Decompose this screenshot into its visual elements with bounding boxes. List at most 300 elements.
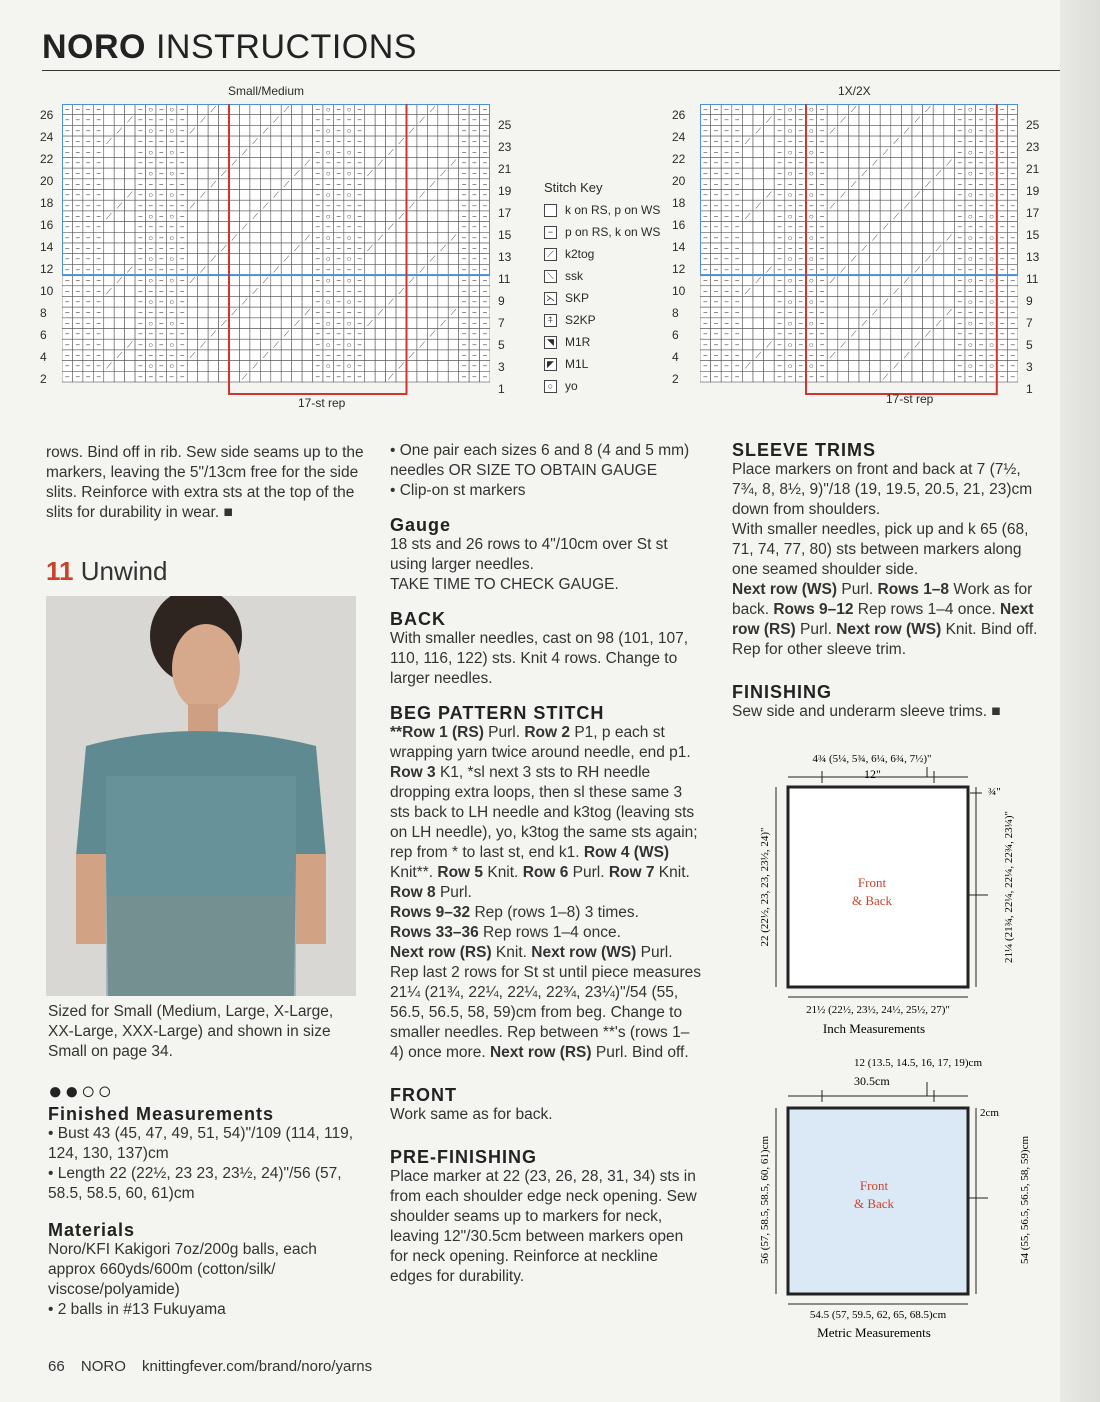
chart-cell bbox=[375, 168, 385, 179]
chart-stitch-symbol: ○ bbox=[967, 126, 973, 136]
rows-9-32: Rows 9–32 Rep (rows 1–8) 3 times. bbox=[390, 904, 639, 921]
chart-cell bbox=[260, 168, 270, 179]
chart-stitch-symbol: ○ bbox=[346, 340, 352, 350]
stitch-key-item bbox=[544, 287, 684, 309]
chart-stitch-symbol: ⟋ bbox=[398, 361, 405, 371]
chart-stitch-symbol: − bbox=[999, 233, 1005, 243]
chart-stitch-symbol: ⟋ bbox=[893, 137, 899, 147]
chart-stitch-symbol: − bbox=[357, 340, 362, 350]
chart-cell bbox=[933, 371, 944, 382]
chart-cell bbox=[912, 125, 923, 136]
chart-stitch-symbol: ⟋ bbox=[106, 286, 112, 296]
chart-stitch-symbol: − bbox=[336, 137, 341, 147]
chart-cell bbox=[386, 307, 396, 318]
metric-center-label-1: Front bbox=[859, 1178, 889, 1193]
small-right-row-5: 5 bbox=[498, 338, 505, 352]
chart-stitch-symbol: ⟋ bbox=[429, 105, 436, 115]
chart-cell bbox=[838, 329, 849, 340]
chart-stitch-symbol: − bbox=[957, 308, 963, 318]
chart-cell bbox=[742, 329, 753, 340]
chart-stitch-symbol: − bbox=[957, 158, 963, 168]
chart-stitch-symbol: ○ bbox=[325, 126, 331, 136]
chart-stitch-symbol: − bbox=[461, 244, 467, 254]
chart-cell bbox=[753, 211, 764, 222]
chart-cell bbox=[104, 264, 114, 275]
chart-cell bbox=[870, 329, 881, 340]
chart-cell bbox=[375, 264, 385, 275]
chart-stitch-symbol: − bbox=[461, 222, 467, 232]
chart-cell bbox=[260, 296, 270, 307]
chart-cell bbox=[281, 147, 291, 158]
chart-cell bbox=[764, 104, 775, 115]
chart-cell bbox=[838, 307, 849, 318]
chart-cell bbox=[229, 361, 239, 372]
chart-cell bbox=[386, 179, 396, 190]
chart-cell bbox=[827, 179, 838, 190]
chart-cell bbox=[933, 222, 944, 233]
chart-cell bbox=[396, 179, 406, 190]
chart-stitch-symbol: − bbox=[75, 350, 80, 360]
chart-stitch-symbol: − bbox=[702, 147, 708, 157]
chart-stitch-symbol: − bbox=[808, 372, 814, 382]
chart-cell bbox=[912, 179, 923, 190]
chart-stitch-symbol: − bbox=[978, 147, 984, 157]
chart-stitch-symbol: − bbox=[1010, 190, 1016, 200]
chart-stitch-symbol: − bbox=[713, 222, 719, 232]
chart-cell bbox=[125, 168, 135, 179]
chart-cell bbox=[260, 243, 270, 254]
chart-cell bbox=[208, 307, 218, 318]
chart-stitch-symbol: − bbox=[179, 361, 185, 371]
chart-stitch-symbol: − bbox=[325, 329, 331, 339]
chart-stitch-symbol: ⟋ bbox=[429, 254, 436, 264]
pattern-title bbox=[46, 556, 364, 586]
chart-stitch-symbol: − bbox=[777, 286, 782, 296]
chart-stitch-symbol: − bbox=[978, 233, 984, 243]
small-right-row-17: 17 bbox=[498, 206, 512, 220]
chart-cell bbox=[104, 350, 114, 361]
chart-stitch-symbol: − bbox=[336, 179, 341, 189]
chart-stitch-symbol: − bbox=[1010, 222, 1016, 232]
metric-right-top-label: 2cm bbox=[980, 1107, 999, 1119]
chart-stitch-symbol: − bbox=[148, 244, 154, 254]
chart-stitch-symbol: − bbox=[148, 222, 154, 232]
chart-stitch-symbol: − bbox=[158, 276, 164, 286]
chart-stitch-symbol: − bbox=[137, 115, 143, 125]
chart-stitch-symbol: − bbox=[787, 265, 793, 275]
chart-cell bbox=[292, 329, 302, 340]
chart-cell bbox=[396, 200, 406, 211]
chart-stitch-symbol: − bbox=[179, 137, 185, 147]
chart-stitch-symbol: − bbox=[957, 350, 963, 360]
chart-stitch-symbol: − bbox=[357, 179, 362, 189]
chart-cell bbox=[870, 318, 881, 329]
stitch-key-title: Stitch Key bbox=[544, 180, 603, 195]
stitch-symbol-icon: ⟍ bbox=[544, 270, 557, 283]
chart-stitch-symbol: − bbox=[158, 126, 164, 136]
chart-stitch-symbol: − bbox=[461, 286, 467, 296]
chart-cell bbox=[271, 275, 281, 286]
chart-cell bbox=[764, 371, 775, 382]
chart-cell bbox=[250, 371, 260, 382]
chart-stitch-symbol: − bbox=[808, 329, 814, 339]
chart-cell bbox=[764, 125, 775, 136]
chart-stitch-symbol: ○ bbox=[967, 276, 973, 286]
chart-cell bbox=[438, 157, 448, 168]
chart-stitch-symbol: − bbox=[357, 233, 362, 243]
chart-stitch-symbol: − bbox=[702, 158, 708, 168]
chart-cell bbox=[198, 371, 208, 382]
chart-cell bbox=[753, 318, 764, 329]
chart-stitch-symbol: − bbox=[989, 308, 994, 318]
chart-cell bbox=[271, 296, 281, 307]
chart-cell bbox=[859, 264, 870, 275]
chart-stitch-symbol: ⟋ bbox=[116, 201, 123, 211]
chart-cell bbox=[198, 211, 208, 222]
chart-stitch-symbol: ○ bbox=[346, 297, 352, 307]
chart-stitch-symbol: − bbox=[967, 350, 973, 360]
chart-stitch-symbol: − bbox=[787, 350, 793, 360]
chart-cell bbox=[125, 329, 135, 340]
chart-cell bbox=[448, 168, 458, 179]
chart-stitch-symbol: − bbox=[724, 137, 729, 147]
chart-stitch-symbol: − bbox=[357, 297, 362, 307]
small-left-row-26: 26 bbox=[40, 108, 54, 122]
chart-stitch-symbol: − bbox=[96, 297, 101, 307]
chart-stitch-symbol: − bbox=[148, 115, 154, 125]
large-right-row-21: 21 bbox=[1026, 162, 1040, 176]
chart-cell bbox=[386, 361, 396, 372]
chart-stitch-symbol: ⟋ bbox=[106, 211, 112, 221]
chart-cell bbox=[302, 371, 312, 382]
chart-stitch-symbol: ⟋ bbox=[231, 233, 238, 243]
chart-stitch-symbol: ○ bbox=[808, 105, 814, 115]
chart-stitch-symbol: − bbox=[75, 308, 80, 318]
chart-stitch-symbol: − bbox=[702, 350, 708, 360]
inch-right-label: 21¼ (21¾, 22¼, 22¼, 22¾, 23¼)" bbox=[1003, 810, 1015, 964]
chart-cell bbox=[375, 222, 385, 233]
chart-stitch-symbol: ⟋ bbox=[946, 308, 952, 318]
chart-stitch-symbol: − bbox=[472, 179, 477, 189]
chart-stitch-symbol: − bbox=[724, 115, 729, 125]
chart-cell bbox=[753, 179, 764, 190]
chart-cell bbox=[901, 168, 912, 179]
chart-stitch-symbol: ⟋ bbox=[861, 169, 868, 179]
chart-stitch-symbol: − bbox=[724, 190, 729, 200]
chart-stitch-symbol: − bbox=[967, 137, 973, 147]
chart-stitch-symbol: ⟋ bbox=[872, 308, 878, 318]
chart-stitch-symbol: − bbox=[999, 372, 1005, 382]
chart-stitch-symbol: − bbox=[148, 265, 154, 275]
chart-stitch-symbol: − bbox=[85, 105, 91, 115]
chart-stitch-symbol: − bbox=[315, 115, 321, 125]
chart-stitch-symbol: − bbox=[482, 340, 488, 350]
chart-cell bbox=[944, 222, 955, 233]
chart-stitch-symbol: − bbox=[989, 265, 994, 275]
chart-cell bbox=[427, 275, 437, 286]
chart-cell bbox=[114, 115, 124, 126]
chart-stitch-symbol: − bbox=[158, 179, 164, 189]
chart-cell bbox=[880, 286, 891, 297]
chart-cell bbox=[219, 275, 229, 286]
chart-stitch-symbol: − bbox=[702, 286, 708, 296]
chart-stitch-symbol: − bbox=[957, 361, 963, 371]
chart-cell bbox=[742, 243, 753, 254]
chart-stitch-symbol: − bbox=[315, 179, 321, 189]
chart-stitch-symbol: − bbox=[819, 318, 825, 328]
chart-cell bbox=[114, 190, 124, 201]
chart-cell bbox=[880, 190, 891, 201]
chart-stitch-symbol: − bbox=[315, 244, 321, 254]
chart-cell bbox=[239, 232, 249, 243]
chart-cell bbox=[901, 243, 912, 254]
chart-cell bbox=[764, 232, 775, 243]
chart-stitch-symbol: − bbox=[798, 179, 804, 189]
chart-stitch-symbol: − bbox=[158, 318, 164, 328]
chart-cell bbox=[114, 254, 124, 265]
chart-cell bbox=[448, 190, 458, 201]
chart-cell bbox=[838, 168, 849, 179]
chart-cell bbox=[292, 125, 302, 136]
chart-cell bbox=[870, 179, 881, 190]
chart-cell bbox=[417, 157, 427, 168]
chart-stitch-symbol: ⟋ bbox=[273, 265, 279, 275]
chart-stitch-symbol: − bbox=[1010, 265, 1016, 275]
chart-cell bbox=[104, 243, 114, 254]
chart-cell bbox=[198, 179, 208, 190]
chart-stitch-symbol: − bbox=[148, 308, 154, 318]
chart-stitch-symbol: − bbox=[724, 169, 729, 179]
chart-stitch-symbol: − bbox=[713, 158, 719, 168]
chart-stitch-symbol: − bbox=[724, 201, 729, 211]
chart-stitch-symbol: − bbox=[461, 340, 467, 350]
chart-cell bbox=[125, 125, 135, 136]
chart-stitch-symbol: − bbox=[713, 190, 719, 200]
chart-cell bbox=[281, 168, 291, 179]
chart-cell bbox=[104, 329, 114, 340]
chart-stitch-symbol: − bbox=[777, 276, 782, 286]
markers: • Clip-on st markers bbox=[390, 482, 526, 499]
chart-stitch-symbol: − bbox=[64, 201, 70, 211]
chart-stitch-symbol: − bbox=[989, 372, 994, 382]
chart-cell bbox=[912, 222, 923, 233]
chart-cell bbox=[742, 350, 753, 361]
page-number: 66 bbox=[48, 1358, 65, 1375]
chart-stitch-symbol: ○ bbox=[346, 254, 352, 264]
chart-cell bbox=[912, 371, 923, 382]
chart-stitch-symbol: − bbox=[978, 350, 984, 360]
stitch-symbol-icon: ◤ bbox=[544, 358, 557, 371]
large-right-row-5: 5 bbox=[1026, 338, 1033, 352]
chart-cell bbox=[250, 254, 260, 265]
chart-stitch-symbol: ⟋ bbox=[116, 350, 123, 360]
chart-cell bbox=[448, 286, 458, 297]
chart-cell bbox=[114, 179, 124, 190]
chart-cell bbox=[104, 190, 114, 201]
chart-stitch-symbol: ⟋ bbox=[283, 179, 290, 189]
chart-stitch-symbol: − bbox=[787, 329, 793, 339]
chart-cell bbox=[365, 339, 375, 350]
chart-cell bbox=[104, 254, 114, 265]
chart-stitch-symbol: ⟋ bbox=[903, 126, 910, 136]
chart-cell bbox=[239, 243, 249, 254]
chart-cell bbox=[427, 200, 437, 211]
chart-cell bbox=[753, 147, 764, 158]
chart-cell bbox=[104, 232, 114, 243]
photo-caption: Sized for Small (Medium, Large, X-Large, XX-Large, XXX-Large) and shown in size Small on page 34. bbox=[48, 1003, 334, 1060]
chart-cell bbox=[260, 222, 270, 233]
chart-stitch-symbol: − bbox=[989, 137, 994, 147]
chart-cell bbox=[427, 264, 437, 275]
chart-stitch-symbol: − bbox=[315, 201, 321, 211]
chart-cell bbox=[219, 200, 229, 211]
chart-cell bbox=[219, 254, 229, 265]
chart-cell bbox=[365, 286, 375, 297]
chart-cell bbox=[302, 286, 312, 297]
chart-stitch-symbol: − bbox=[819, 137, 825, 147]
chart-cell bbox=[933, 211, 944, 222]
chart-stitch-symbol: − bbox=[137, 137, 143, 147]
chart-cell bbox=[764, 286, 775, 297]
chart-cell bbox=[438, 104, 448, 115]
chart-stitch-symbol: − bbox=[999, 244, 1005, 254]
chart-cell bbox=[870, 104, 881, 115]
chart-cell bbox=[944, 136, 955, 147]
chart-cell bbox=[386, 211, 396, 222]
chart-stitch-symbol: ○ bbox=[989, 233, 994, 243]
chart-cell bbox=[281, 286, 291, 297]
chart-stitch-symbol: − bbox=[957, 372, 963, 382]
chart-stitch-symbol: ○ bbox=[148, 147, 154, 157]
chart-stitch-symbol: − bbox=[472, 254, 477, 264]
chart-stitch-symbol: − bbox=[713, 211, 719, 221]
chart-cell bbox=[281, 371, 291, 382]
chart-stitch-symbol: − bbox=[169, 222, 174, 232]
chart-stitch-symbol: − bbox=[315, 222, 321, 232]
chart-stitch-symbol: − bbox=[325, 201, 331, 211]
footer-url[interactable]: knittingfever.com/brand/noro/yarns bbox=[142, 1358, 373, 1375]
chart-cell bbox=[944, 361, 955, 372]
chart-cell bbox=[933, 286, 944, 297]
chart-cell bbox=[912, 243, 923, 254]
chart-cell bbox=[250, 307, 260, 318]
chart-stitch-symbol: − bbox=[482, 265, 488, 275]
chart-stitch-symbol: − bbox=[357, 211, 362, 221]
chart-stitch-symbol: − bbox=[798, 254, 804, 264]
chart-stitch-symbol: − bbox=[819, 190, 825, 200]
chart-stitch-symbol: − bbox=[999, 147, 1005, 157]
chart-stitch-symbol: − bbox=[96, 222, 101, 232]
chart-stitch-symbol: ○ bbox=[346, 147, 352, 157]
chart-stitch-symbol: − bbox=[777, 201, 782, 211]
chart-stitch-symbol: − bbox=[957, 286, 963, 296]
chart-stitch-symbol: ○ bbox=[989, 211, 994, 221]
chart-cell bbox=[219, 339, 229, 350]
chart-stitch-symbol: − bbox=[472, 105, 477, 115]
chart-cell bbox=[870, 168, 881, 179]
chart-stitch-symbol: ○ bbox=[989, 318, 994, 328]
chart-stitch-symbol: − bbox=[989, 329, 994, 339]
chart-stitch-symbol: ⟋ bbox=[398, 211, 405, 221]
chart-stitch-symbol: − bbox=[819, 276, 825, 286]
chart-cell bbox=[448, 125, 458, 136]
chart-stitch-symbol: ○ bbox=[148, 190, 154, 200]
chart-stitch-symbol: − bbox=[734, 308, 740, 318]
chart-cell bbox=[859, 125, 870, 136]
chart-cell bbox=[438, 115, 448, 126]
chart-cell bbox=[838, 179, 849, 190]
chart-cell bbox=[923, 190, 934, 201]
chart-stitch-symbol: − bbox=[798, 329, 804, 339]
chart-stitch-symbol: ⟋ bbox=[872, 233, 878, 243]
chart-stitch-symbol: ○ bbox=[325, 318, 331, 328]
chart-cell bbox=[365, 190, 375, 201]
chart-stitch-symbol: − bbox=[713, 308, 719, 318]
chart-cell bbox=[219, 179, 229, 190]
metric-diagram-svg bbox=[752, 1050, 1052, 1350]
chart-stitch-symbol: − bbox=[158, 190, 164, 200]
chart-stitch-symbol: − bbox=[798, 222, 804, 232]
chart-stitch-symbol: ○ bbox=[967, 254, 973, 264]
chart-cell bbox=[302, 168, 312, 179]
chart-stitch-symbol: − bbox=[461, 350, 467, 360]
chart-small-grid bbox=[62, 104, 490, 398]
chart-stitch-symbol: − bbox=[999, 308, 1005, 318]
chart-stitch-symbol: − bbox=[85, 201, 91, 211]
chart-cell bbox=[260, 115, 270, 126]
chart-stitch-symbol: − bbox=[1010, 340, 1016, 350]
chart-cell bbox=[880, 350, 891, 361]
chart-cell bbox=[870, 254, 881, 265]
chart-stitch-symbol: − bbox=[64, 115, 70, 125]
chart-cell bbox=[417, 232, 427, 243]
chart-cell bbox=[827, 254, 838, 265]
chart-stitch-symbol: ○ bbox=[808, 254, 814, 264]
chart-stitch-symbol: − bbox=[957, 126, 963, 136]
chart-stitch-symbol: − bbox=[482, 211, 488, 221]
large-left-row-16: 16 bbox=[672, 218, 686, 232]
chart-cell bbox=[386, 104, 396, 115]
chart-cell bbox=[448, 211, 458, 222]
chart-cell bbox=[396, 339, 406, 350]
pre-finishing-title: PRE-FINISHING bbox=[390, 1147, 538, 1167]
chart-stitch-symbol: − bbox=[978, 137, 984, 147]
chart-cell bbox=[396, 371, 406, 382]
chart-stitch-symbol: − bbox=[819, 147, 825, 157]
chart-cell bbox=[187, 190, 197, 201]
chart-cell bbox=[271, 136, 281, 147]
chart-cell bbox=[198, 350, 208, 361]
chart-stitch-symbol: − bbox=[315, 233, 321, 243]
gauge-check: TAKE TIME TO CHECK GAUGE. bbox=[390, 576, 619, 593]
chart-stitch-symbol: − bbox=[461, 372, 467, 382]
chart-stitch-symbol: − bbox=[808, 286, 814, 296]
chart-cell bbox=[198, 232, 208, 243]
chart-stitch-symbol: − bbox=[137, 233, 143, 243]
chart-cell bbox=[396, 168, 406, 179]
chart-stitch-symbol: − bbox=[1010, 233, 1016, 243]
chart-cell bbox=[901, 371, 912, 382]
chart-stitch-symbol: − bbox=[461, 329, 467, 339]
chart-stitch-symbol: − bbox=[724, 329, 729, 339]
chart-stitch-symbol: ○ bbox=[169, 211, 175, 221]
chart-cell bbox=[365, 222, 375, 233]
chart-cell bbox=[891, 307, 902, 318]
chart-stitch-symbol: − bbox=[777, 126, 782, 136]
chart-stitch-symbol: − bbox=[978, 190, 984, 200]
chart-stitch-symbol: − bbox=[346, 201, 352, 211]
chart-stitch-symbol: − bbox=[96, 126, 101, 136]
